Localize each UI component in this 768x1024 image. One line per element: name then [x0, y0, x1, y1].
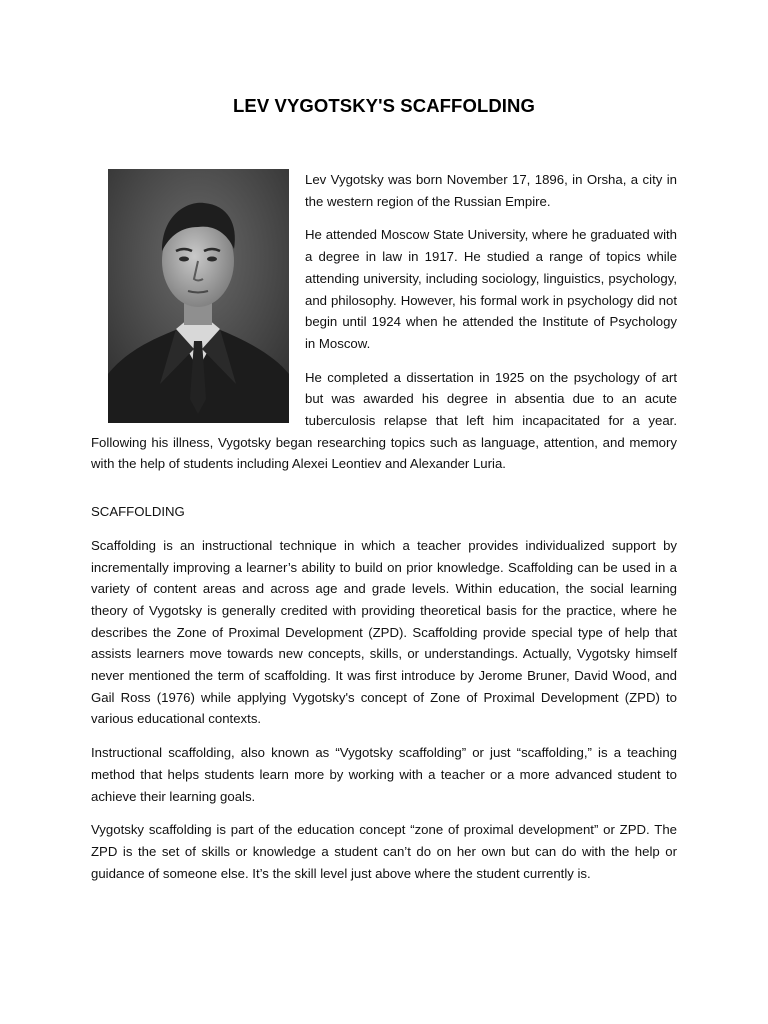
- section-heading: SCAFFOLDING: [91, 504, 185, 520]
- portrait-photo: [108, 169, 289, 423]
- body-paragraph: Vygotsky scaffolding is part of the education concept “zone of proximal development” or ZPD. The ZPD is the set of skills or knowledge a student can’t do on her own but can do with the help or guidance of someone else. It’s the skill level just above where the student currently is.: [91, 822, 677, 881]
- body-paragraph: Instructional scaffolding, also known as “Vygotsky scaffolding” or just “scaffolding,” is a teaching method that helps students learn more by working with a teacher or a more advanced student to achieve their learning goals.: [91, 745, 677, 804]
- intro-section: [91, 169, 677, 475]
- intro-paragraph: He attended Moscow State University, where he graduated with a degree in law in 1917. He studied a range of topics while attending university, including sociology, linguistics, psychology, and philosophy. However, his formal work in psychology did not begin until 1924 when he attended the Institute of Psychology in Moscow.: [305, 227, 677, 351]
- intro-paragraph: He completed a dissertation in 1925 on the psychology of art but was awarded his degree in absentia due to an acute tuberculosis relapse that left him incapacitated for a year. Following his illness, Vygotsky began researching topics such as language, attention, and memory with the help of students including Alexei Leontiev and Alexander Luria.: [91, 369, 677, 472]
- intro-paragraph: Lev Vygotsky was born November 17, 1896, in Orsha, a city in the western region of the Russian Empire.: [305, 172, 677, 209]
- body-paragraph: Scaffolding is an instructional technique in which a teacher provides individualized support by incrementally improving a learner’s ability to build on prior knowledge. Scaffolding can be used in a variety of content areas and across age and grade levels. Within education, the social learning theory of Vygotsky is generally credited with providing theoretical basis for the practice, where he describes the Zone of Proximal Development (ZPD). Scaffolding provide special type of help that assists learners move towards new concepts, skills, or understandings. Actually, Vygotsky himself never mentioned the term of scaffolding. It was first introduce by Jerome Bruner, David Wood, and Gail Ross (1976) while applying Vygotsky's concept of Zone of Proximal Development (ZPD) to various educational contexts.: [91, 537, 677, 727]
- document-title: LEV VYGOTSKY'S SCAFFOLDING: [233, 95, 535, 116]
